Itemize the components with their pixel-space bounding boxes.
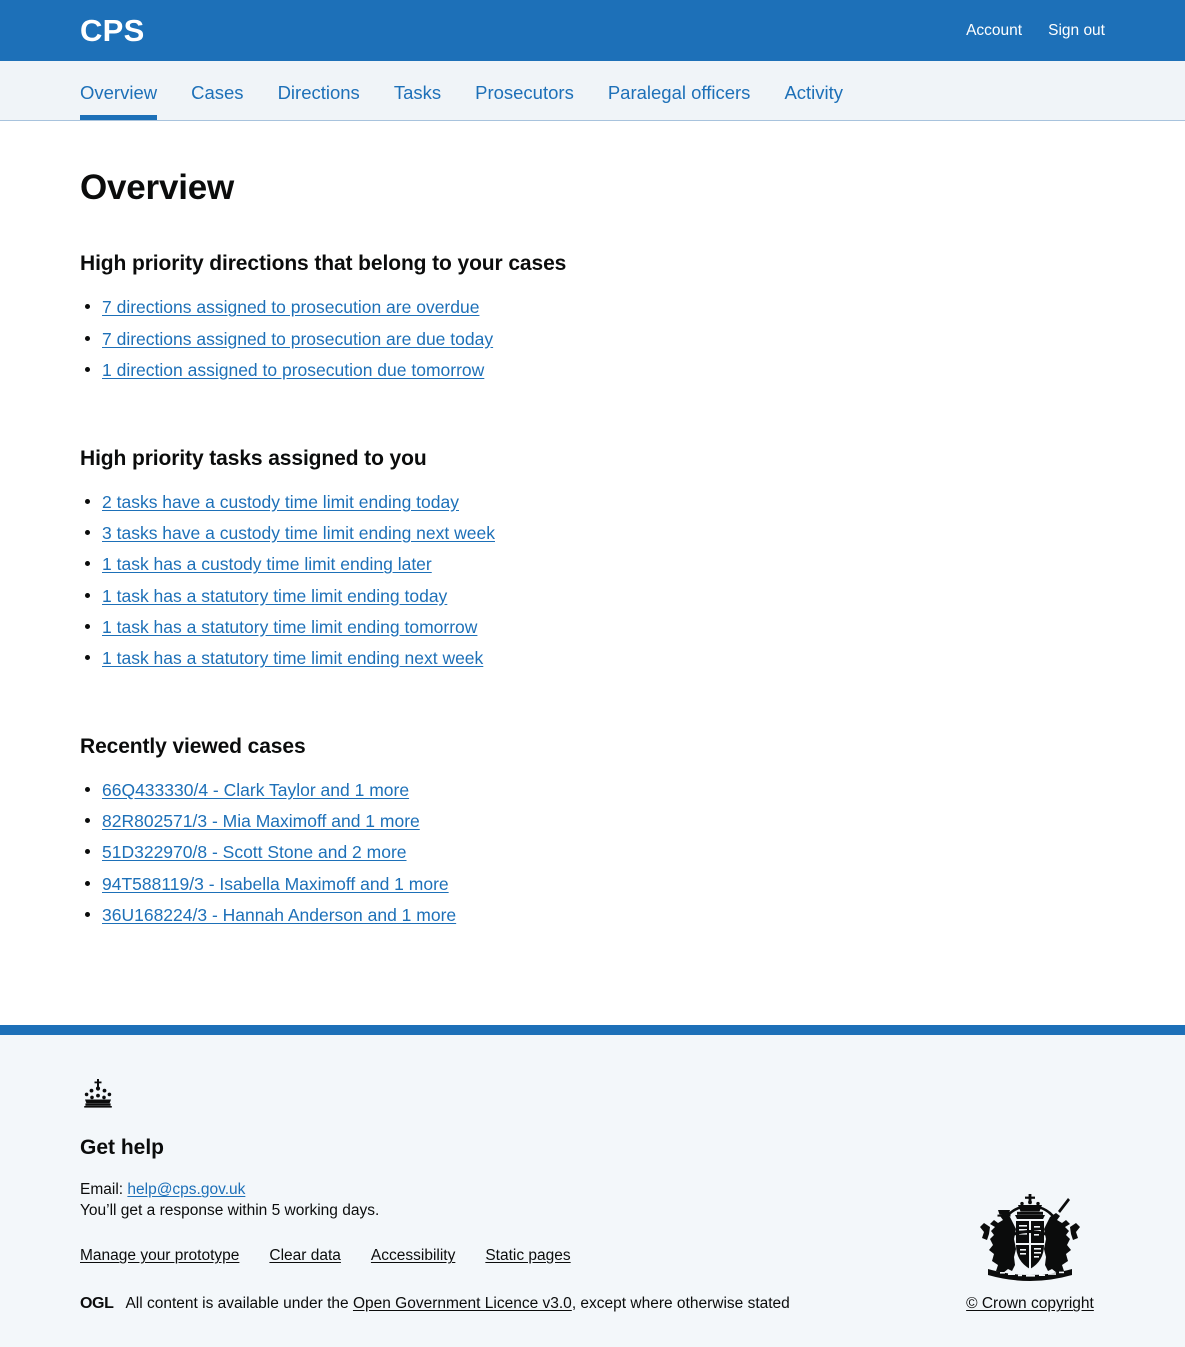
account-link[interactable]: Account: [966, 21, 1023, 39]
open-government-licence-row: [80, 1295, 1105, 1313]
case-link[interactable]: 82R802571/3 - Mia Maximoff and 1 more: [102, 811, 420, 832]
govuk-crown-icon: [80, 1035, 1105, 1109]
main-content: [60, 169, 1125, 1025]
case-link[interactable]: 94T588119/3 - Isabella Maximoff and 1 more: [102, 873, 449, 894]
task-link[interactable]: 1 task has a statutory time limit ending today: [102, 585, 448, 606]
list-item: [80, 359, 1105, 382]
list-item: [80, 328, 1105, 351]
section-high-priority-directions: [80, 251, 1105, 381]
section-heading: High priority tasks assigned to you: [80, 446, 427, 470]
primary-navigation: [0, 61, 1185, 121]
help-email-link[interactable]: help@cps.gov.uk: [127, 1181, 246, 1199]
list-item: [80, 647, 1105, 670]
task-link[interactable]: 1 task has a statutory time limit ending next week: [102, 648, 484, 669]
nav-item-cases[interactable]: Cases: [191, 81, 244, 103]
case-link[interactable]: 51D322970/8 - Scott Stone and 2 more: [102, 842, 407, 863]
list-item: [80, 296, 1105, 319]
accessibility-link[interactable]: Accessibility: [370, 1247, 456, 1265]
site-header: [0, 0, 1185, 61]
recent-cases-link-list: [80, 779, 1105, 927]
manage-your-prototype-link[interactable]: Manage your prototype: [80, 1247, 240, 1265]
crown-copyright-block: [955, 1193, 1105, 1313]
direction-link[interactable]: 7 directions assigned to prosecution are due today: [102, 328, 494, 349]
list-item: [80, 779, 1105, 802]
site-footer: [0, 1025, 1185, 1347]
licence-suffix: , except where otherwise stated: [571, 1295, 790, 1313]
task-link[interactable]: 1 task has a custody time limit ending later: [102, 554, 432, 575]
licence-prefix: All content is available under the: [125, 1295, 349, 1313]
response-time-text: You’ll get a response within 5 working days.: [80, 1202, 380, 1220]
crown-copyright-link[interactable]: © Crown copyright: [966, 1295, 1094, 1313]
ogl-logo-icon: OGL: [80, 1295, 114, 1313]
email-label: Email:: [80, 1181, 124, 1199]
footer-links: [80, 1247, 1105, 1265]
nav-item-paralegal-officers[interactable]: Paralegal officers: [607, 81, 751, 103]
nav-item-activity[interactable]: Activity: [784, 81, 844, 103]
list-item: [80, 491, 1105, 514]
list-item: [80, 553, 1105, 576]
static-pages-link[interactable]: Static pages: [485, 1247, 571, 1265]
list-item: [80, 585, 1105, 608]
get-help-heading: Get help: [80, 1136, 165, 1160]
list-item: [80, 522, 1105, 545]
clear-data-link[interactable]: Clear data: [269, 1247, 341, 1265]
nav-item-prosecutors[interactable]: Prosecutors: [475, 81, 574, 103]
list-item: [80, 810, 1105, 833]
header-account-links: [966, 23, 1105, 39]
case-link[interactable]: 36U168224/3 - Hannah Anderson and 1 more: [102, 904, 457, 925]
direction-link[interactable]: 1 direction assigned to prosecution due tomorrow: [102, 359, 485, 380]
section-heading: Recently viewed cases: [80, 734, 306, 758]
list-item: [80, 841, 1105, 864]
nav-item-directions[interactable]: Directions: [277, 81, 360, 103]
list-item: [80, 873, 1105, 896]
licence-text: [125, 1295, 789, 1313]
task-link[interactable]: 1 task has a statutory time limit ending tomorrow: [102, 616, 478, 637]
nav-item-overview[interactable]: Overview: [80, 84, 157, 121]
page-title: Overview: [80, 168, 235, 207]
list-item: [80, 904, 1105, 927]
tasks-link-list: [80, 491, 1105, 670]
task-link[interactable]: 3 tasks have a custody time limit ending next week: [102, 523, 495, 544]
main-bottom-spacer: [80, 935, 1105, 1025]
case-link[interactable]: 66Q433330/4 - Clark Taylor and 1 more: [102, 779, 410, 800]
nav-item-tasks[interactable]: Tasks: [393, 81, 442, 103]
header-inner: [60, 0, 1125, 61]
section-recently-viewed-cases: [80, 734, 1105, 927]
section-heading: High priority directions that belong to your cases: [80, 252, 567, 276]
royal-coat-of-arms-icon: [970, 1193, 1090, 1289]
footer-inner: [60, 1035, 1125, 1313]
cps-logo[interactable]: CPS: [80, 13, 145, 48]
direction-link[interactable]: 7 directions assigned to prosecution are overdue: [102, 297, 480, 318]
ogl-licence-link[interactable]: Open Government Licence v3.0: [352, 1295, 572, 1313]
sign-out-link[interactable]: Sign out: [1048, 21, 1105, 39]
section-high-priority-tasks: [80, 446, 1105, 670]
task-link[interactable]: 2 tasks have a custody time limit ending today: [102, 491, 459, 512]
list-item: [80, 616, 1105, 639]
help-contact-text: [80, 1180, 1105, 1222]
primary-navigation-inner: [60, 61, 1125, 120]
directions-link-list: [80, 296, 1105, 381]
